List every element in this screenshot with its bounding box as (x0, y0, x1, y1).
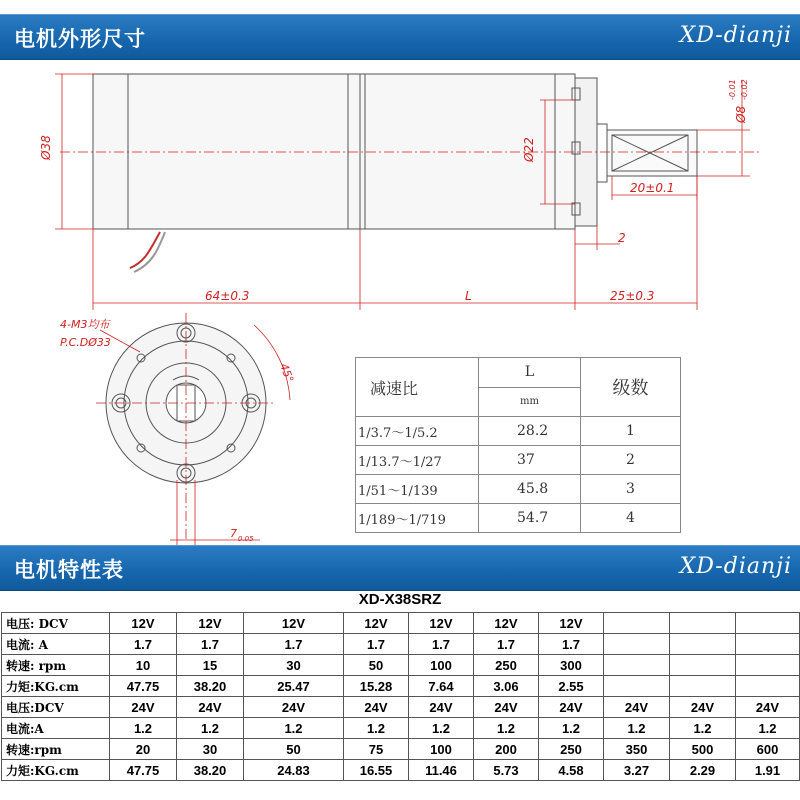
table-cell: 15 (177, 655, 244, 676)
table-cell: 75 (344, 739, 409, 760)
table-cell: 11.46 (409, 760, 474, 781)
section-title: 电机特性表 (14, 558, 124, 582)
table-cell (604, 613, 670, 634)
table-cell: 25.47 (244, 676, 344, 697)
table-cell (736, 613, 800, 634)
table-cell: 2.29 (670, 760, 736, 781)
table-cell: 100 (409, 739, 474, 760)
table-cell: 24V (110, 697, 177, 718)
table-cell: 1.2 (177, 718, 244, 739)
table-cell: 7.64 (409, 676, 474, 697)
table-cell: 1.2 (244, 718, 344, 739)
row-label: 力矩:KG.cm (2, 760, 110, 781)
table-cell (604, 634, 670, 655)
table-cell: 1.7 (409, 634, 474, 655)
dim-flange-thickness: 2 (618, 231, 626, 245)
table-cell: 24V (539, 697, 604, 718)
row-label: 转速:rpm (2, 739, 110, 760)
dim-diameter-38: Ø38 (39, 135, 53, 160)
table-cell: 600 (736, 739, 800, 760)
table-row (2, 739, 800, 760)
row-label: 力矩:KG.cm (2, 676, 110, 697)
table-cell: 1.2 (539, 718, 604, 739)
table-row (2, 634, 800, 655)
dim-shaft-tol-lower: -0.02 (740, 79, 749, 100)
dim-shaft-tol-upper: -0.01 (728, 79, 737, 100)
table-cell (604, 676, 670, 697)
table-cell (736, 634, 800, 655)
table-cell: 15.28 (344, 676, 409, 697)
dim-flat-length: 20±0.1 (630, 181, 675, 195)
table-cell: 47.75 (110, 760, 177, 781)
table-cell: 38.20 (177, 760, 244, 781)
table-cell: 1.91 (736, 760, 800, 781)
table-row (2, 697, 800, 718)
table-cell: 350 (604, 739, 670, 760)
table-row (2, 613, 800, 634)
dim-mount-holes: 4-M3均布 (60, 318, 110, 331)
table-cell: 500 (670, 739, 736, 760)
row-label: 转速: rpm (2, 655, 110, 676)
table-cell: 24V (474, 697, 539, 718)
table-cell: 12V (110, 613, 177, 634)
row-label: 电流:A (2, 718, 110, 739)
header-L: L (479, 358, 581, 388)
table-cell: 12V (177, 613, 244, 634)
table-cell: 30 (177, 739, 244, 760)
row-label: 电流: A (2, 634, 110, 655)
table-cell: 50 (244, 739, 344, 760)
motor-characteristics-table (1, 612, 800, 781)
table-cell: 3.06 (474, 676, 539, 697)
table-cell: 1.7 (539, 634, 604, 655)
table-cell (670, 613, 736, 634)
dim-angle: 45° (277, 361, 297, 385)
table-cell: 5.73 (474, 760, 539, 781)
table-cell: 1.2 (670, 718, 736, 739)
dim-gearbox-length: L (465, 289, 472, 303)
table-cell: 4.58 (539, 760, 604, 781)
header-ratio: 减速比 (356, 358, 479, 417)
dim-flat-width-tol: 0.05 (238, 535, 254, 543)
row-label: 电压: DCV (2, 613, 110, 634)
table-cell: 1.2 (736, 718, 800, 739)
table-cell: 100 (409, 655, 474, 676)
table-cell: 1.2 (474, 718, 539, 739)
table-cell: 1.7 (110, 634, 177, 655)
dim-shaft-diameter: Ø8 (734, 105, 748, 123)
table-cell: 24V (344, 697, 409, 718)
table-cell: 24V (177, 697, 244, 718)
table-cell: 1.2 (604, 718, 670, 739)
table-cell: 12V (344, 613, 409, 634)
table-cell (736, 676, 800, 697)
table-cell: 2.55 (539, 676, 604, 697)
table-cell: 3.27 (604, 760, 670, 781)
table-cell (670, 676, 736, 697)
table-row: 1/51～1/139 45.8 3 (356, 475, 681, 504)
dim-pcd: P.C.DØ33 (60, 336, 111, 349)
table-cell: 300 (539, 655, 604, 676)
table-cell: 47.75 (110, 676, 177, 697)
table-row (2, 655, 800, 676)
table-cell: 16.55 (344, 760, 409, 781)
table-cell: 24V (670, 697, 736, 718)
motor-body (93, 74, 365, 229)
section-title: 电机外形尺寸 (14, 27, 146, 51)
table-cell: 24V (409, 697, 474, 718)
table-cell (670, 634, 736, 655)
table-cell: 250 (474, 655, 539, 676)
row-label: 电压:DCV (2, 697, 110, 718)
model-name: XD-X38SRZ (358, 591, 442, 608)
dim-diameter-22: Ø22 (522, 137, 536, 162)
table-row (2, 718, 800, 739)
table-cell: 38.20 (177, 676, 244, 697)
header-stages: 级数 (581, 358, 681, 417)
table-cell: 30 (244, 655, 344, 676)
brand-label: XD-dianji (679, 554, 792, 579)
header-unit: mm (479, 387, 581, 417)
table-cell: 200 (474, 739, 539, 760)
section-banner-characteristics (0, 545, 800, 591)
table-cell: 12V (244, 613, 344, 634)
table-cell: 12V (409, 613, 474, 634)
table-cell: 1.7 (177, 634, 244, 655)
brand-label: XD-dianji (679, 23, 792, 48)
table-cell: 24V (244, 697, 344, 718)
table-cell: 10 (110, 655, 177, 676)
table-cell: 20 (110, 739, 177, 760)
table-cell: 24.83 (244, 760, 344, 781)
table-row: 1/189～1/719 54.7 4 (356, 504, 681, 533)
table-cell: 12V (474, 613, 539, 634)
table-cell: 1.7 (344, 634, 409, 655)
table-cell: 1.2 (344, 718, 409, 739)
table-cell: 1.7 (244, 634, 344, 655)
table-cell: 50 (344, 655, 409, 676)
table-cell: 12V (539, 613, 604, 634)
table-cell (670, 655, 736, 676)
dim-flat-width: 7 (230, 527, 237, 540)
table-row: 1/3.7～1/5.2 28.2 1 (356, 417, 681, 446)
table-cell (736, 655, 800, 676)
gearbox-body (365, 74, 575, 229)
table-row: 1/13.7～1/27 37 2 (356, 446, 681, 475)
dim-body-length: 64±0.3 (205, 289, 250, 303)
table-cell: 1.2 (110, 718, 177, 739)
reduction-ratio-table (355, 357, 681, 533)
table-row (2, 676, 800, 697)
table-cell: 1.2 (409, 718, 474, 739)
table-cell: 1.7 (474, 634, 539, 655)
table-cell: 24V (604, 697, 670, 718)
table-row (2, 760, 800, 781)
table-cell: 250 (539, 739, 604, 760)
table-cell: 24V (736, 697, 800, 718)
dim-shaft-length: 25±0.3 (610, 289, 655, 303)
table-cell (604, 655, 670, 676)
